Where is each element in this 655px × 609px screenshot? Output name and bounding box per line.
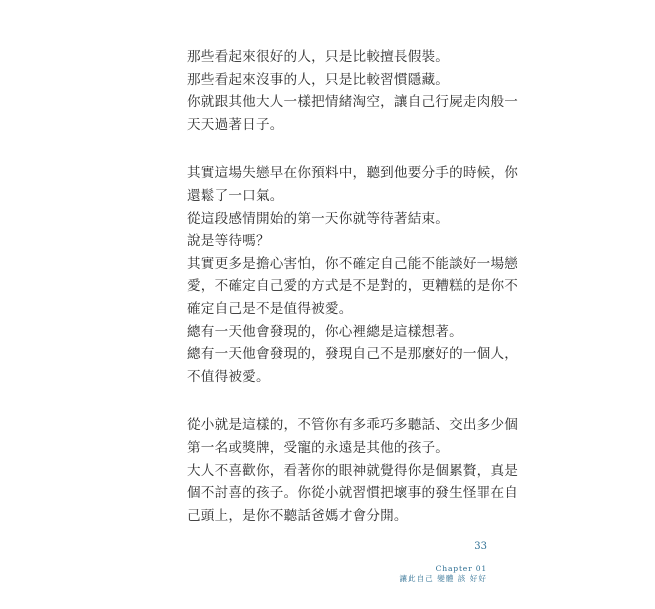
paragraph-2	[187, 162, 519, 388]
text-line: 從小就是這樣的，不管你有多乖巧多聽話、交出多少個	[187, 417, 519, 434]
page-footer	[399, 540, 487, 584]
text-line: 天天過著日子。	[187, 116, 284, 133]
paragraph-1	[187, 46, 519, 136]
paragraph-3	[187, 414, 519, 527]
text-line: 愛，不確定自己愛的方式是不是對的，更糟糕的是你不	[187, 278, 519, 295]
text-line: 第一名或獎牌，受寵的永遠是其他的孩子。	[187, 439, 450, 456]
text-line: 大人不喜歡你，看著你的眼神就覺得你是個累贅，真是	[187, 462, 519, 479]
text-line: 總有一天他會發現的，你心裡總是這樣想著。	[187, 323, 463, 340]
text-line: 確定自己是不是值得被愛。	[187, 300, 353, 317]
text-line: 其實這場失戀早在你預料中，聽到他要分手的時候，你	[187, 165, 519, 182]
text-line: 那些看起來很好的人，只是比較擅長假裝。	[187, 49, 450, 65]
text-line: 從這段感情開始的第一天你就等待著結束。	[187, 210, 450, 227]
text-line: 總有一天他會發現的，發現自己不是那麼好的一個人，	[187, 346, 519, 363]
body-text	[187, 46, 519, 553]
text-line: 說是等待嗎？	[187, 233, 270, 250]
text-line: 個不討喜的孩子。你從小就習慣把壞事的發生怪罪在自	[187, 485, 519, 502]
text-line: 還鬆了一口氣。	[187, 187, 284, 204]
text-line: 不值得被愛。	[187, 368, 270, 385]
chapter-label: Chapter 01	[435, 564, 487, 573]
text-line: 其實更多是擔心害怕，你不確定自己能不能談好一場戀	[187, 255, 519, 272]
text-line: 己頭上，是你不聽話爸媽才會分開。	[187, 507, 408, 524]
chapter-title: 讓此自己 變體 該 好好	[399, 574, 487, 583]
page-number: 33	[474, 541, 487, 552]
text-line: 那些看起來沒事的人，只是比較習慣隱藏。	[187, 71, 450, 88]
text-line: 你就跟其他大人一樣把情緒淘空，讓自己行屍走肉般一	[187, 94, 519, 111]
